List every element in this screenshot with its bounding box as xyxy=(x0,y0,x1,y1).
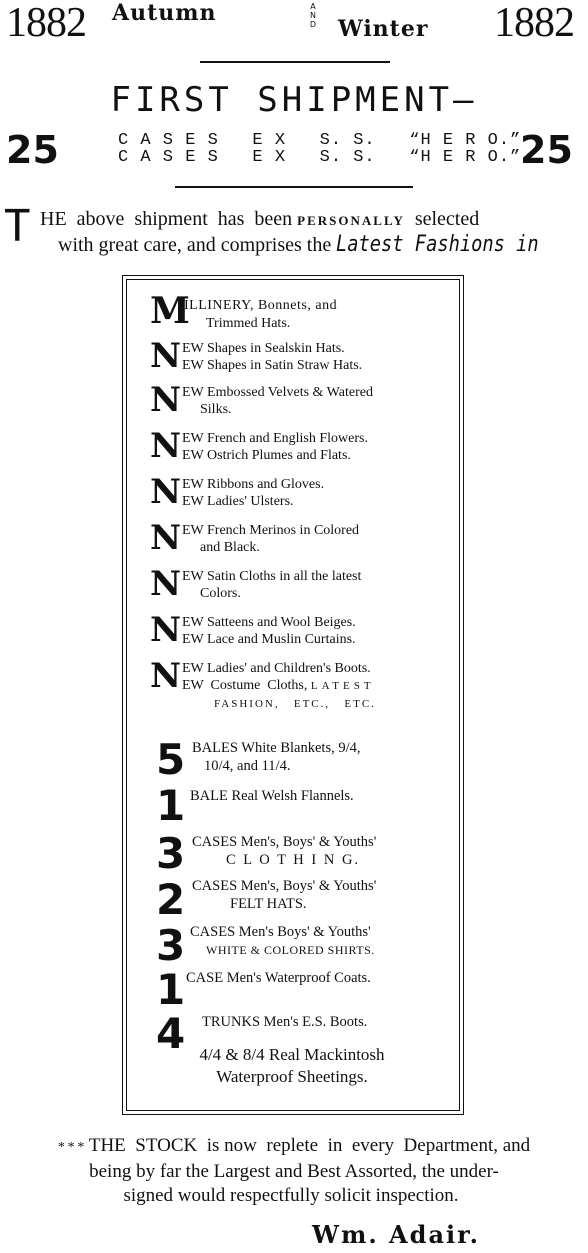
item-line: EW Satin Cloths in all the latest xyxy=(182,569,362,584)
item-line: EW French and English Flowers. xyxy=(182,431,368,446)
list-item xyxy=(148,337,448,381)
and-letter: D xyxy=(309,20,317,29)
item-count: 3 xyxy=(156,829,186,878)
footer-line-1 xyxy=(0,1134,588,1160)
item-line: CASE Men's Waterproof Coats. xyxy=(186,970,371,986)
item-line: ILLINERY, Bonnets, and xyxy=(184,298,338,313)
item-line: EW Ladies' and Children's Boots. xyxy=(182,661,371,676)
item-line: WHITE & COLORED SHIRTS. xyxy=(206,943,375,957)
item-text: EW Costume Cloths, xyxy=(182,678,308,693)
drop-letter: N xyxy=(150,610,182,650)
drop-letter: N xyxy=(150,336,182,376)
item-line: EW Satteens and Wool Beiges. xyxy=(182,615,356,630)
list-item xyxy=(148,611,448,657)
intro-drop-letter: T xyxy=(4,201,31,252)
cases-line-1: C A S E S E X S. S. “H E R O.” xyxy=(118,131,522,150)
and-letter: A xyxy=(310,2,316,11)
item-caps: LATEST xyxy=(310,680,375,692)
item-line: Colors. xyxy=(200,586,241,601)
list-item xyxy=(148,657,448,725)
new-items-list xyxy=(148,290,448,725)
drop-letter: N xyxy=(150,518,182,558)
mackintosh-line-2: Waterproof Sheetings. xyxy=(216,1067,368,1086)
intro-text: with great care, and comprises the xyxy=(58,234,337,256)
item-line: EW Lace and Muslin Curtains. xyxy=(182,632,356,647)
intro-emphasis: PERSONALLY xyxy=(297,213,405,228)
intro-line-2 xyxy=(58,232,575,258)
drop-letter: N xyxy=(150,564,182,604)
list-item xyxy=(148,427,448,473)
list-item xyxy=(148,381,448,427)
item-count: 3 xyxy=(156,921,186,970)
item-line: 10/4, and 11/4. xyxy=(204,758,291,774)
list-item xyxy=(148,290,448,337)
footer-line-2: being by far the Largest and Best Assorted, the under- xyxy=(89,1161,499,1182)
drop-letter: N xyxy=(150,656,182,696)
footer-line-3: signed would respectfully solicit inspection. xyxy=(123,1185,459,1206)
numbered-items-list xyxy=(156,735,456,1062)
item-line: EW Embossed Velvets & Watered xyxy=(182,385,373,400)
item-line: CASES Men's Boys' & Youths' xyxy=(190,924,371,940)
shipment-rule xyxy=(175,186,413,188)
list-item xyxy=(156,829,456,878)
list-item xyxy=(156,781,456,830)
season-autumn: Autumn xyxy=(112,0,217,26)
count-left: 25 xyxy=(6,128,59,172)
intro-line-1 xyxy=(40,206,588,234)
cases-line-2: C A S E S E X S. S. “H E R O.” xyxy=(118,148,522,167)
intro-text: selected xyxy=(404,208,480,230)
year-right: 1882 xyxy=(494,0,574,46)
item-line: EW Ladies' Ulsters. xyxy=(182,494,294,509)
item-line: BALE Real Welsh Flannels. xyxy=(190,788,354,804)
item-count: 5 xyxy=(156,735,186,784)
drop-letter: N xyxy=(150,380,182,420)
item-line: and Black. xyxy=(200,540,260,555)
item-line: EW Ostrich Plumes and Flats. xyxy=(182,448,351,463)
count-right: 25 xyxy=(520,128,573,172)
item-line xyxy=(182,677,375,695)
list-item xyxy=(156,921,456,970)
header-rule xyxy=(200,61,390,63)
shipment-heading: FIRST SHIPMENT— xyxy=(110,80,478,120)
item-line: Silks. xyxy=(200,402,232,417)
item-line: EW Shapes in Satin Straw Hats. xyxy=(182,358,363,373)
year-left: 1882 xyxy=(6,0,86,46)
item-line: EW Shapes in Sealskin Hats. xyxy=(182,341,345,356)
footer-paragraph xyxy=(0,1134,588,1208)
intro-text: HE above shipment has been xyxy=(40,208,298,230)
list-item xyxy=(156,735,456,784)
item-line: Trimmed Hats. xyxy=(206,316,291,331)
list-item xyxy=(156,874,456,922)
drop-letter: N xyxy=(150,472,182,512)
item-line: FELT HATS. xyxy=(230,896,307,912)
list-item xyxy=(148,473,448,519)
item-line: BALES White Blankets, 9/4, xyxy=(192,740,361,756)
item-line: CASES Men's, Boys' & Youths' xyxy=(192,834,377,850)
footer-text: THE STOCK is now replete in every Department, and xyxy=(88,1135,531,1156)
item-line: EW French Merinos in Colored xyxy=(182,523,360,538)
item-count: 1 xyxy=(156,965,186,1014)
and-vertical xyxy=(308,2,318,29)
season-winter: Winter xyxy=(338,16,429,42)
item-line: TRUNKS Men's E.S. Boots. xyxy=(202,1014,368,1030)
and-letter: N xyxy=(310,11,316,20)
item-count: 2 xyxy=(156,875,186,924)
item-line: EW Ribbons and Gloves. xyxy=(182,477,325,492)
item-count: 1 xyxy=(156,781,186,830)
drop-letter: N xyxy=(150,426,182,466)
list-item xyxy=(148,565,448,611)
list-item xyxy=(156,965,456,1014)
item-line: C L O T H I N G. xyxy=(226,852,361,868)
item-line: FASHION, ETC., ETC. xyxy=(214,698,376,710)
footer-mark: * * * xyxy=(57,1140,85,1155)
mackintosh-line-1: 4/4 & 8/4 Real Mackintosh xyxy=(199,1045,385,1064)
signature: Wm. Adair. xyxy=(312,1220,480,1249)
drop-letter: M xyxy=(150,290,190,332)
item-count: 4 xyxy=(156,1009,186,1058)
latest-fashions: Latest Fashions in xyxy=(336,232,539,257)
list-item xyxy=(148,519,448,565)
item-line: CASES Men's, Boys' & Youths' xyxy=(192,878,377,894)
